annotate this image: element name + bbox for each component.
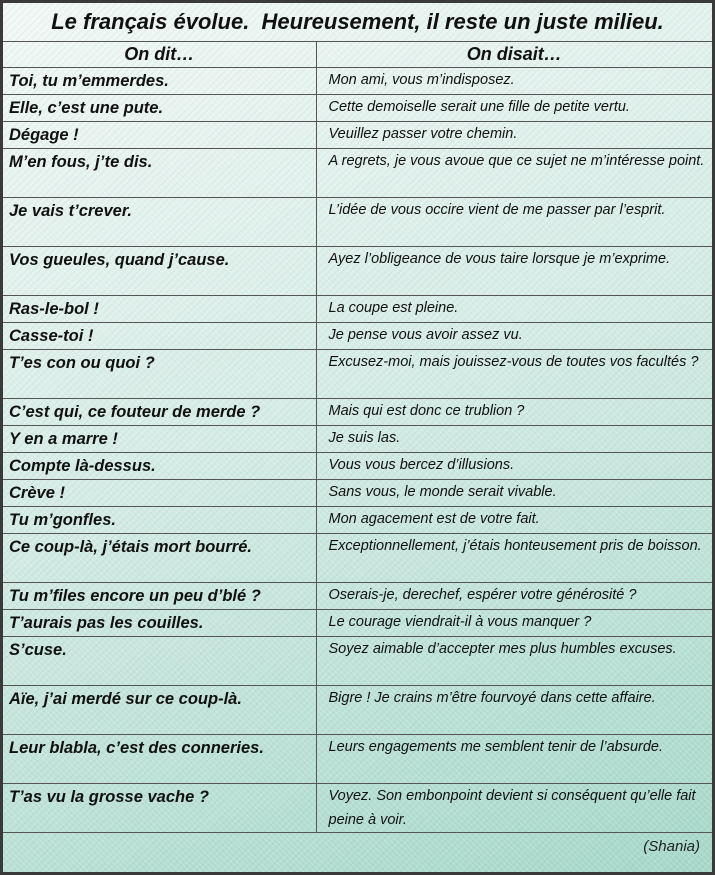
on-disait-cell: Cette demoiselle serait une fille de petite vertu. (316, 95, 712, 122)
table-row (3, 686, 712, 735)
on-dit-cell: Toi, tu m’emmerdes. (3, 68, 316, 95)
on-dit-cell: T’es con ou quoi ? (3, 350, 316, 399)
table-row (3, 323, 712, 350)
on-disait-cell: Exceptionnellement, j’étais honteusement pris de boisson. (316, 534, 712, 583)
on-dit-cell: Casse-toi ! (3, 323, 316, 350)
on-dit-cell: Ce coup-là, j’étais mort bourré. (3, 534, 316, 583)
header-on-disait: On disait… (316, 42, 712, 68)
on-disait-cell: Mon agacement est de votre fait. (316, 507, 712, 534)
on-dit-cell: Y en a marre ! (3, 426, 316, 453)
table-body (3, 68, 712, 833)
on-disait-cell: A regrets, je vous avoue que ce sujet ne m’intéresse point. (316, 149, 712, 198)
table-row (3, 198, 712, 247)
on-disait-cell: Sans vous, le monde serait vivable. (316, 480, 712, 507)
on-disait-cell: Leurs engagements me semblent tenir de l’absurde. (316, 735, 712, 784)
table-row (3, 480, 712, 507)
on-disait-cell: Ayez l’obligeance de vous taire lorsque je m’exprime. (316, 247, 712, 296)
on-dit-cell: C’est qui, ce fouteur de merde ? (3, 399, 316, 426)
table-row (3, 583, 712, 610)
on-disait-cell: Oserais-je, derechef, espérer votre générosité ? (316, 583, 712, 610)
on-dit-cell: S’cuse. (3, 637, 316, 686)
on-disait-cell: Le courage viendrait-il à vous manquer ? (316, 610, 712, 637)
table-row (3, 784, 712, 833)
on-disait-cell: Bigre ! Je crains m’être fourvoyé dans cette affaire. (316, 686, 712, 735)
on-disait-cell: La coupe est pleine. (316, 296, 712, 323)
table-row (3, 507, 712, 534)
table-header-row (3, 42, 712, 68)
page-title: Le français évolue. Heureusement, il reste un juste milieu. (3, 3, 712, 42)
on-disait-cell: Excusez-moi, mais jouissez-vous de toutes vos facultés ? (316, 350, 712, 399)
table-row (3, 610, 712, 637)
on-dit-cell: Tu m’files encore un peu d’blé ? (3, 583, 316, 610)
on-dit-cell: M’en fous, j’te dis. (3, 149, 316, 198)
table-row (3, 534, 712, 583)
on-dit-cell: Aïe, j’ai merdé sur ce coup-là. (3, 686, 316, 735)
on-dit-cell: Vos gueules, quand j’cause. (3, 247, 316, 296)
on-disait-cell: L’idée de vous occire vient de me passer par l’esprit. (316, 198, 712, 247)
table-row (3, 68, 712, 95)
table-row (3, 399, 712, 426)
table-row (3, 735, 712, 784)
expressions-table (3, 42, 712, 833)
on-disait-cell: Vous vous bercez d’illusions. (316, 453, 712, 480)
table-row (3, 453, 712, 480)
on-dit-cell: Je vais t’crever. (3, 198, 316, 247)
table-row (3, 122, 712, 149)
header-on-dit: On dit… (3, 42, 316, 68)
on-disait-cell: Mon ami, vous m’indisposez. (316, 68, 712, 95)
on-disait-cell: Je suis las. (316, 426, 712, 453)
table-row (3, 296, 712, 323)
on-disait-cell: Mais qui est donc ce trublion ? (316, 399, 712, 426)
table-row (3, 247, 712, 296)
on-dit-cell: Elle, c’est une pute. (3, 95, 316, 122)
on-dit-cell: Leur blabla, c’est des conneries. (3, 735, 316, 784)
on-dit-cell: Tu m’gonfles. (3, 507, 316, 534)
on-disait-cell: Je pense vous avoir assez vu. (316, 323, 712, 350)
on-disait-cell: Voyez. Son embonpoint devient si conséquent qu’elle fait peine à voir. (316, 784, 712, 833)
on-dit-cell: Compte là-dessus. (3, 453, 316, 480)
author-credit: (Shania) (643, 838, 700, 855)
table-row (3, 350, 712, 399)
table-row (3, 149, 712, 198)
on-dit-cell: Ras-le-bol ! (3, 296, 316, 323)
table-row (3, 426, 712, 453)
table-row (3, 637, 712, 686)
on-dit-cell: Crève ! (3, 480, 316, 507)
on-dit-cell: T’as vu la grosse vache ? (3, 784, 316, 833)
on-dit-cell: T’aurais pas les couilles. (3, 610, 316, 637)
on-disait-cell: Soyez aimable d’accepter mes plus humbles excuses. (316, 637, 712, 686)
on-dit-cell: Dégage ! (3, 122, 316, 149)
table-row (3, 95, 712, 122)
on-disait-cell: Veuillez passer votre chemin. (316, 122, 712, 149)
